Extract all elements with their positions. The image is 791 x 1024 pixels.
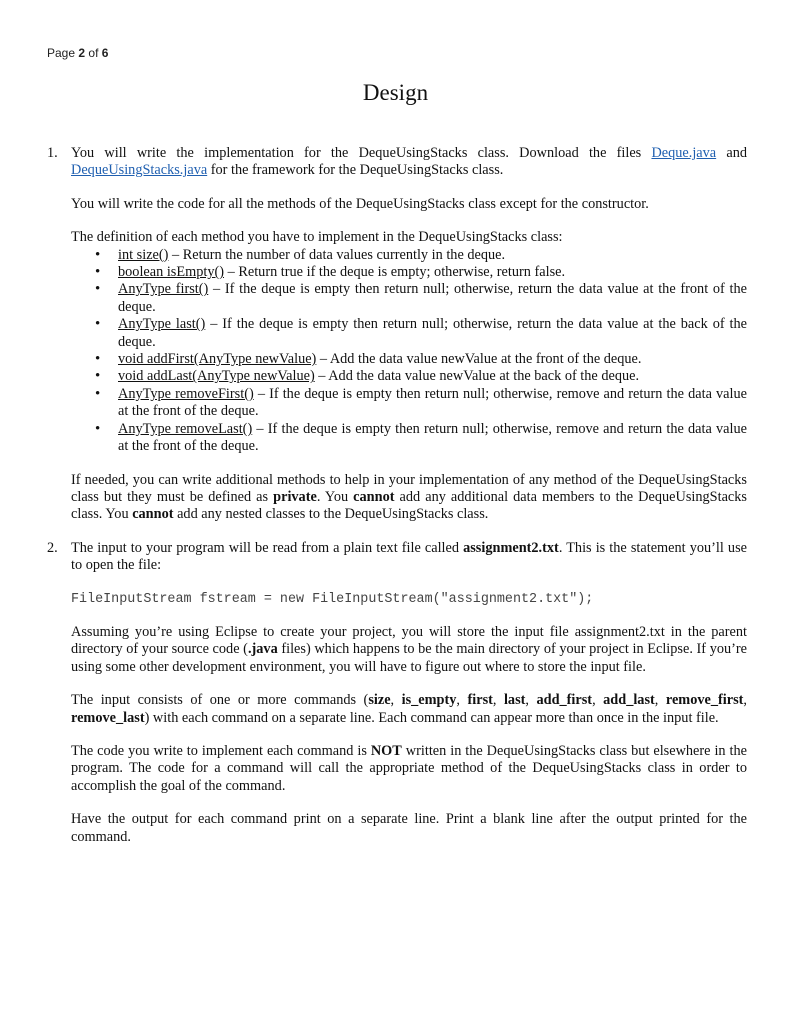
- list-item: • AnyType removeLast() – If the deque is empty then return null; otherwise, remove and return the data value at the front of the deque.: [71, 421, 747, 456]
- output-note: Have the output for each command print on a separate line. Print a blank line after the output printed for the command.: [71, 811, 747, 845]
- page-total: 6: [101, 46, 109, 60]
- list-item: • boolean isEmpty() – Return true if the deque is empty; otherwise, return false.: [71, 264, 747, 281]
- commands-note: The input consists of one or more commands (size, is_empty, first, last, add_first, add_last, remove_first, remove_last) with each command on a separate line. Each command can appear more than once in the input file.: [71, 692, 747, 726]
- method-signature: int size(): [118, 246, 169, 263]
- method-signature: void addLast(AnyType newValue): [118, 368, 315, 385]
- method-signature: void addFirst(AnyType newValue): [118, 351, 317, 368]
- definition-intro: The definition of each method you have to implement in the DequeUsingStacks class:: [71, 229, 563, 246]
- page-indicator: [47, 46, 108, 60]
- list-item: • AnyType last() – If the deque is empty then return null; otherwise, return the data value at the back of the deque.: [71, 316, 747, 351]
- deque-java-link[interactable]: Deque.java: [651, 145, 717, 161]
- method-signature: AnyType removeFirst(): [118, 385, 254, 402]
- page-number: 2: [78, 46, 86, 60]
- list-item: • void addFirst(AnyType newValue) – Add the data value newValue at the front of the deque.: [71, 351, 747, 368]
- method-signature: AnyType last(): [118, 316, 206, 333]
- methods-note: You will write the code for all the methods of the DequeUsingStacks class except for the constructor.: [71, 195, 649, 212]
- method-signature: AnyType removeLast(): [118, 420, 253, 437]
- section-2-number: 2.: [47, 539, 58, 556]
- page-title: Design: [362, 80, 429, 105]
- document-body: [47, 145, 747, 846]
- method-signature: boolean isEmpty(): [118, 264, 225, 281]
- eclipse-note: Assuming you’re using Eclipse to create your project, you will store the input file assignment2.txt in the parent directory of your source code (.java files) which happens to be the main directory of your project in Eclipse. If you’re using some other development environment, you will have to figure out where to store the input file.: [71, 623, 748, 675]
- section-1: [47, 145, 747, 524]
- list-item: • void addLast(AnyType newValue) – Add the data value newValue at the back of the deque.: [71, 368, 747, 385]
- code-note: The code you write to implement each command is NOT written in the DequeUsingStacks class but elsewhere in the program. The code for a command will call the appropriate method of the DequeUsingStacks class in order to accomplish the goal of the command.: [71, 742, 747, 794]
- list-item: • AnyType first() – If the deque is empty then return null; otherwise, return the data value at the front of the deque.: [71, 281, 747, 316]
- method-signature: AnyType first(): [118, 281, 209, 298]
- method-list: [71, 247, 747, 456]
- section-2-intro: The input to your program will be read from a plain text file called assignment2.txt. This is the statement you’ll use to open the file:: [71, 539, 747, 574]
- code-snippet: FileInputStream fstream = new FileInputStream("assignment2.txt");: [71, 591, 594, 607]
- section-1-intro: You will write the implementation for the DequeUsingStacks class. Download the files Deque.java and DequeUsingStacks.java for the framework for the DequeUsingStacks class.: [71, 145, 748, 179]
- of-word: of: [88, 46, 99, 60]
- section-2: [47, 540, 747, 846]
- list-item: • AnyType removeFirst() – If the deque is empty then return null; otherwise, remove and return the data value at the front of the deque.: [71, 386, 747, 421]
- private-note: If needed, you can write additional methods to help in your implementation of any method of the DequeUsingStacks class but they must be defined as private. You cannot add any additional data members to the DequeUsingStacks class. You cannot add any nested classes to the DequeUsingStacks class.: [71, 471, 747, 523]
- list-item: • int size() – Return the number of data values currently in the deque.: [71, 247, 747, 264]
- section-1-number: 1.: [47, 145, 58, 161]
- page-word: Page: [47, 46, 76, 60]
- dequeusingstacks-java-link[interactable]: DequeUsingStacks.java: [71, 162, 208, 179]
